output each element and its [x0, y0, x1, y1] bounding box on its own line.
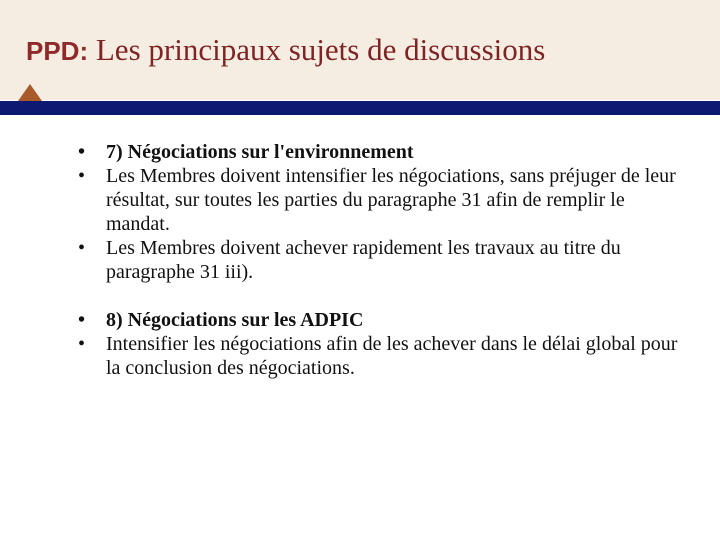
bullet-item: • Les Membres doivent intensifier les négociations, sans préjuger de leur résultat, sur toutes les parties du paragraphe 31 afin de remplir le mandat.	[78, 164, 678, 236]
title-prefix: PPD:	[26, 36, 89, 66]
bullet-heading-environment: • 7) Négociations sur l'environnement	[78, 140, 678, 164]
slide-title	[26, 30, 545, 71]
title-divider	[0, 101, 720, 115]
bullet-item: • Les Membres doivent achever rapidement les travaux au titre du paragraphe 31 iii).	[78, 236, 678, 284]
bullet-heading-adpic: • 8) Négociations sur les ADPIC	[78, 308, 678, 332]
triangle-icon	[18, 84, 42, 101]
title-main: Les principaux sujets de discussions	[95, 32, 546, 67]
bullet-item: • Intensifier les négociations afin de les achever dans le délai global pour la conclusion des négociations.	[78, 332, 678, 380]
bullet-list	[78, 140, 678, 380]
slide-header	[0, 0, 720, 100]
